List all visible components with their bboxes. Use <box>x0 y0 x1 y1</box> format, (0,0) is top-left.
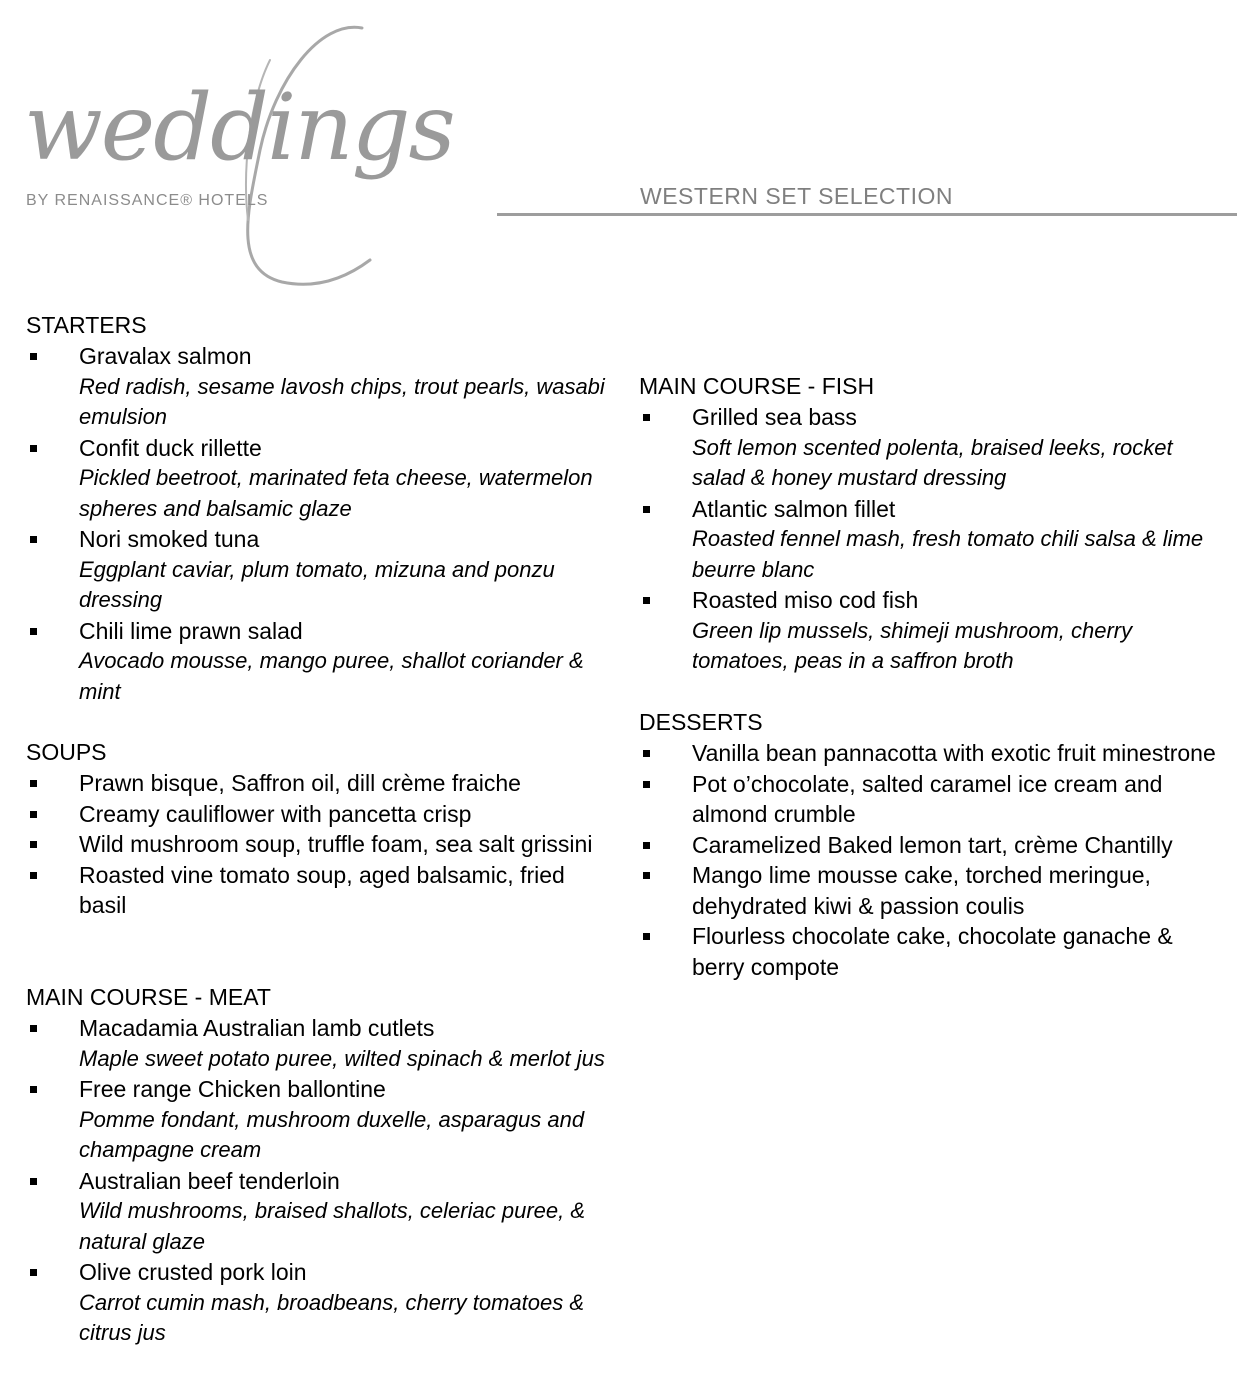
bullet-icon <box>30 811 37 818</box>
bullet-icon <box>30 872 37 879</box>
item-description: Pomme fondant, mushroom duxelle, asparagus and champagne cream <box>79 1106 585 1162</box>
menu-item <box>639 830 1229 861</box>
bullet-icon <box>30 628 37 635</box>
logo-subtitle: BY RENAISSANCE® HOTELS <box>26 192 269 209</box>
item-name: Olive crusted pork loin <box>79 1259 307 1285</box>
menu-section-main-meat <box>26 982 611 1349</box>
menu-item <box>26 860 611 921</box>
item-name: Grilled sea bass <box>692 404 857 430</box>
item-description: Avocado mousse, mango puree, shallot coriander & mint <box>79 648 584 704</box>
item-name: Caramelized Baked lemon tart, crème Chantilly <box>692 831 1173 858</box>
item-name: Flourless chocolate cake, chocolate ganache & berry compote <box>692 923 1173 980</box>
bullet-icon <box>643 506 650 513</box>
bullet-icon <box>643 872 650 879</box>
item-description: Eggplant caviar, plum tomato, mizuna and ponzu dressing <box>79 556 555 612</box>
menu-section-starters <box>26 310 611 707</box>
item-name: Creamy cauliflower with pancetta crisp <box>79 800 472 827</box>
item-description: Wild mushrooms, braised shallots, celeriac puree, & natural glaze <box>79 1198 586 1254</box>
bullet-icon <box>30 1025 37 1032</box>
item-name: Confit duck rillette <box>79 434 262 461</box>
menu-item <box>639 769 1229 830</box>
menu-item <box>26 799 611 830</box>
item-name: Free range Chicken ballontine <box>79 1076 386 1102</box>
menu-item <box>26 829 611 860</box>
menu-section-soups <box>26 737 611 921</box>
section-title: SOUPS <box>26 739 107 765</box>
item-description: Soft lemon scented polenta, braised leeks, rocket salad & honey mustard dressing <box>692 434 1173 490</box>
item-name: Atlantic salmon fillet <box>692 495 896 522</box>
menu-item <box>639 585 1229 677</box>
menu-item <box>26 768 611 799</box>
item-name: Gravalax salmon <box>79 343 252 369</box>
bullet-icon <box>643 750 650 757</box>
bullet-icon <box>30 1178 37 1185</box>
section-title: MAIN COURSE - MEAT <box>26 984 271 1010</box>
item-name: Chili lime prawn salad <box>79 617 303 644</box>
bullet-icon <box>30 841 37 848</box>
menu-item <box>26 1074 611 1166</box>
bullet-icon <box>30 1086 37 1093</box>
section-title: MAIN COURSE - FISH <box>639 373 875 399</box>
bullet-icon <box>30 536 37 543</box>
menu-item <box>639 494 1229 586</box>
menu-item <box>26 1257 611 1349</box>
item-description: Red radish, sesame lavosh chips, trout pearls, wasabi emulsion <box>79 373 605 429</box>
item-description: Roasted fennel mash, fresh tomato chili salsa & lime beurre blanc <box>692 526 1204 582</box>
item-description: Carrot cumin mash, broadbeans, cherry tomatoes & citrus jus <box>79 1289 585 1345</box>
item-name: Prawn bisque, Saffron oil, dill crème fraiche <box>79 770 521 796</box>
item-name: Nori smoked tuna <box>79 526 260 552</box>
item-name: Vanilla bean pannacotta with exotic fruit minestrone <box>692 740 1216 766</box>
item-name: Australian beef tenderloin <box>79 1167 340 1194</box>
item-description: Maple sweet potato puree, wilted spinach & merlot jus <box>79 1045 605 1071</box>
menu-section-main-fish <box>639 371 1229 677</box>
menu-item <box>26 1166 611 1258</box>
bullet-icon <box>643 933 650 940</box>
bullet-icon <box>30 780 37 787</box>
item-name: Pot o’chocolate, salted caramel ice cream and almond crumble <box>692 770 1163 827</box>
item-name: Mango lime mousse cake, torched meringue, dehydrated kiwi & passion coulis <box>692 862 1151 919</box>
header-divider <box>497 213 1237 216</box>
menu-item <box>639 860 1229 921</box>
menu-item <box>639 921 1229 982</box>
menu-item <box>26 341 611 433</box>
bullet-icon <box>643 597 650 604</box>
menu-item <box>26 433 611 525</box>
page-title: WESTERN SET SELECTION <box>640 183 953 209</box>
menu-item <box>639 402 1229 494</box>
bullet-icon <box>643 842 650 849</box>
menu-item <box>639 738 1229 769</box>
item-name: Roasted vine tomato soup, aged balsamic, fried basil <box>79 861 565 918</box>
item-name: Macadamia Australian lamb cutlets <box>79 1015 435 1041</box>
menu-item <box>26 1013 611 1074</box>
section-title: DESSERTS <box>639 709 763 735</box>
bullet-icon <box>643 781 650 788</box>
menu-item <box>26 524 611 616</box>
bullet-icon <box>30 445 37 452</box>
section-title: STARTERS <box>26 312 147 338</box>
logo-script-text: weddings <box>24 74 454 181</box>
menu-item <box>26 616 611 708</box>
bullet-icon <box>643 414 650 421</box>
bullet-icon <box>30 353 37 360</box>
item-description: Green lip mussels, shimeji mushroom, cherry tomatoes, peas in a saffron broth <box>692 617 1133 673</box>
bullet-icon <box>30 1269 37 1276</box>
item-name: Wild mushroom soup, truffle foam, sea salt grissini <box>79 831 593 857</box>
weddings-logo <box>20 20 460 290</box>
item-description: Pickled beetroot, marinated feta cheese, watermelon spheres and balsamic glaze <box>79 465 593 521</box>
menu-section-desserts <box>639 707 1229 982</box>
item-name: Roasted miso cod fish <box>692 587 919 613</box>
